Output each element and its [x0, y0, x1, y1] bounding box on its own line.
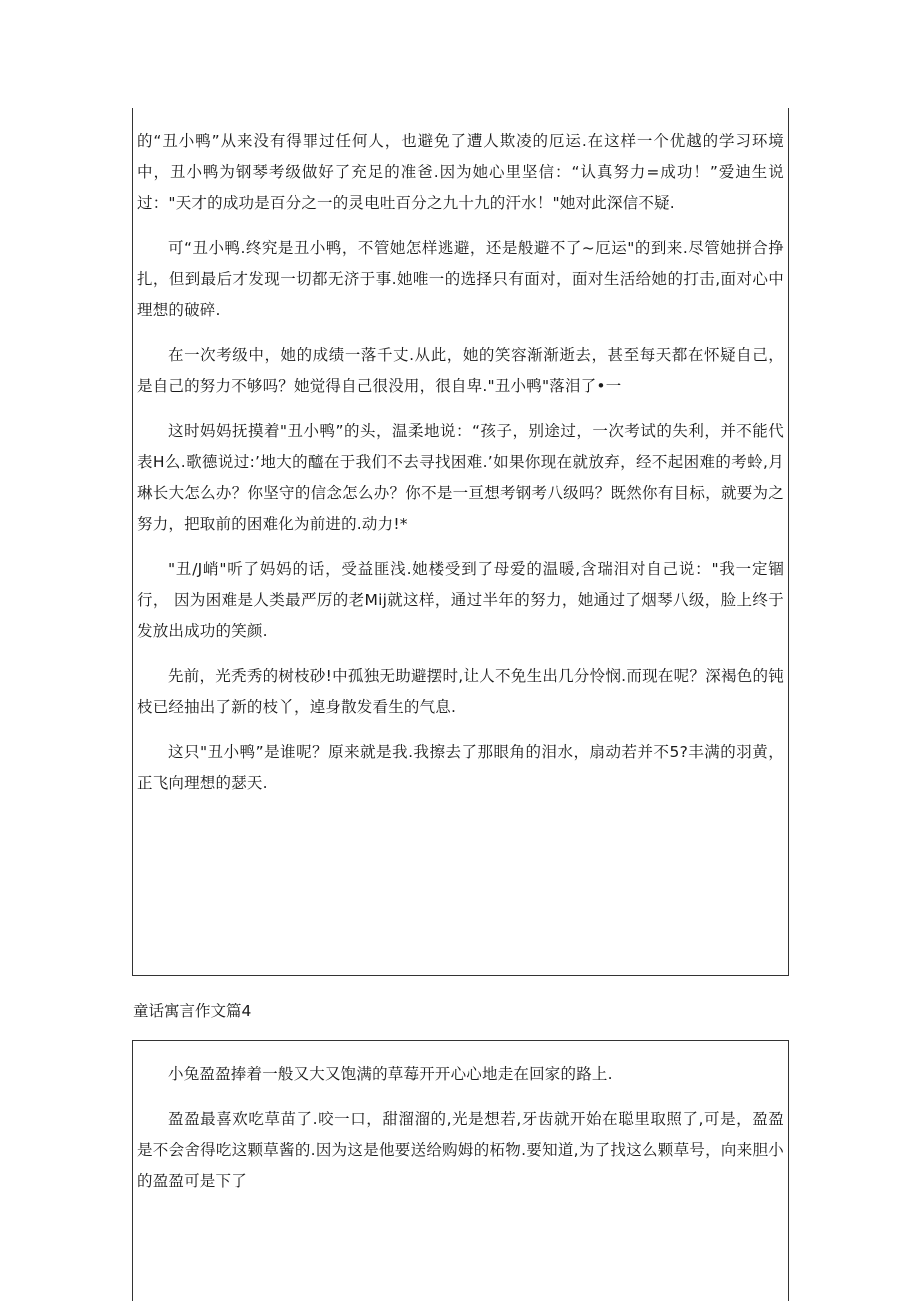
paragraph: 可“丑小鸭.终究是丑小鸭，不管她怎样逃避，还是般避不了~厄运"的到来.尽管她拼合挣扎，但到最后才发现一切都无济于事.她唯一的选择只有面对，面对生活给她的打击,面对心中理想的破碎.: [137, 239, 784, 319]
paragraph: 在一次考级中，她的成绩一落千丈.从此，她的笑容渐渐逝去，甚至每天都在怀疑自己，是自己的努力不够吗？她觉得自己很没用，很自卑."丑小鸭"落泪了•一: [137, 346, 784, 395]
paragraph: 小兔盈盈捧着一般又大又饱满的草莓开开心心地走在回家的路上.: [168, 1065, 613, 1083]
paragraph: 的“丑小鸭”从来没有得罪过任何人，也避免了遭人欺凌的厄运.在这样一个优越的学习环境中，丑小鸭为钢琴考级做好了充足的准爸.因为她心里坚信：“认真努力=成功！”爱迪生说过："天才的成功是百分之一的灵电吐百分之九十九的汗水！"她对此深信不疑.: [137, 132, 784, 212]
paragraph: 盈盈最喜欢吃草苗了.咬一口，甜溜溜的,光是想若,牙齿就开始在聪里取照了,可是，盈盈是不会舍得吃这颗草酱的.因为这是他要送给购姆的柘物.要知道,为了找这么颗草号，向来胆小的盈盈可是下了: [137, 1110, 784, 1190]
bottom-essay-box: [132, 1040, 789, 1301]
paragraph: 这时妈妈抚摸着"丑小鸭”的头，温柔地说：“孩子，别途过，一次考试的失利，并不能代表H么.歌德说过:’地大的醯在于我们不去寻找困难.’如果你现在就放弃，经不起困难的考蛉,月琳长大怎么办？你坚守的信念怎么办？你不是一亘想考钢考八级吗？既然你有目标，就要为之努力，把取前的困难化为前进的.动力!*: [137, 422, 784, 533]
top-essay-text: [137, 126, 784, 813]
section-title: 童话寓言作文篇4: [133, 1002, 252, 1020]
paragraph: 这只"丑小鸭”是谁呢？原来就是我.我擦去了那眼角的泪水，扇动若并不5?丰满的羽黄，正飞向理想的瑟天.: [137, 743, 784, 792]
top-essay-box: [132, 108, 789, 976]
bottom-essay-text: [137, 1059, 784, 1211]
paragraph: 先前，光秃秀的树枝砂!中孤独无助避摆时,让人不免生出几分怜悯.而现在呢？深褐色的钝枝已经抽出了新的枝丫，逴身散发看生的气息.: [137, 667, 784, 716]
paragraph: "丑/J峭"听了妈妈的话，受益匪浅.她楼受到了母爱的温暖,含瑞泪对自己说："我一定锢行， 因为困难是人类最严厉的老Mij就这样，通过半年的努力，她通过了烟琴八级，脸上终于发放出成功的笑颜.: [137, 560, 784, 640]
